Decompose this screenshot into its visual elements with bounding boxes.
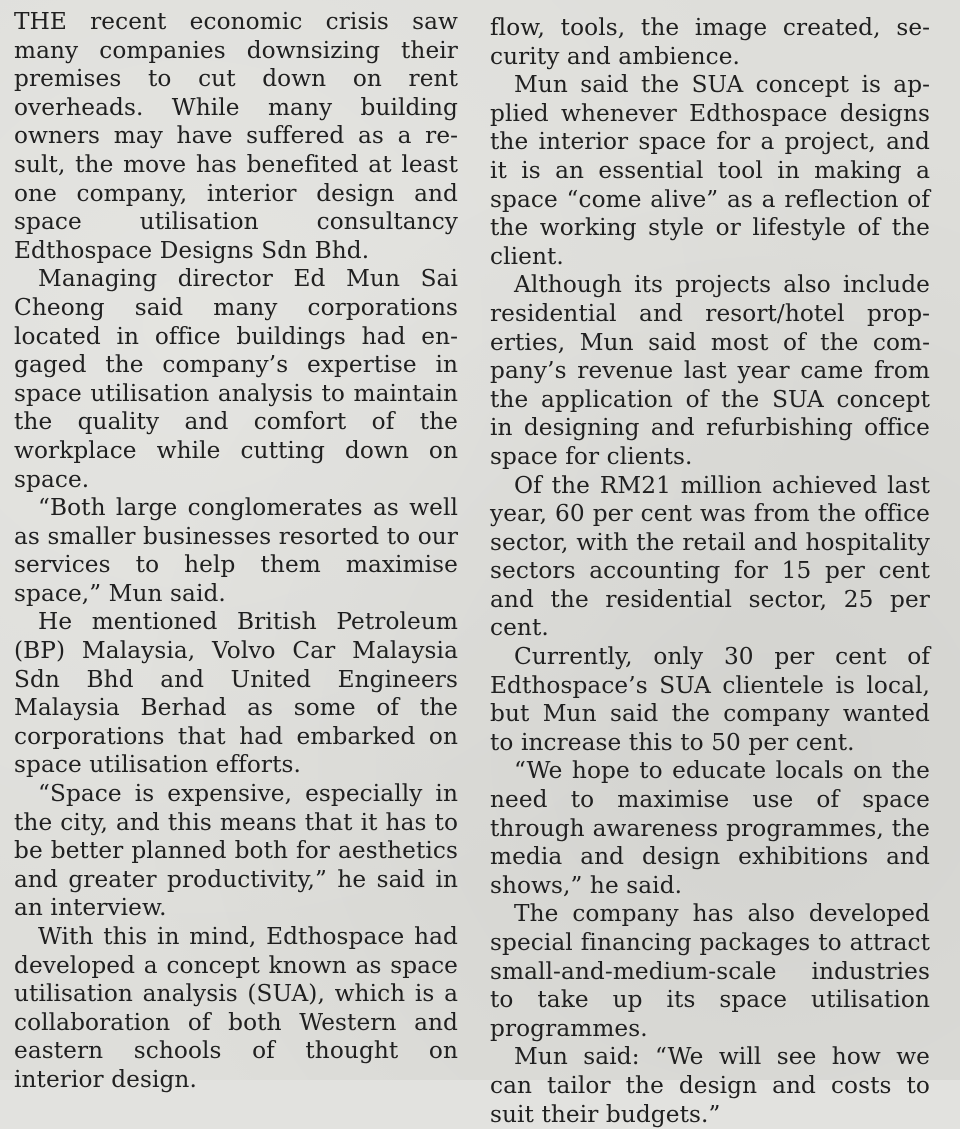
paragraph: Managing director Ed Mun Sai Cheong said many corporations located in office buildings had engaged the company’s expertise in space utilisation analysis to maintain the quality and comfort of the workplace while cutting down on space. — [14, 265, 458, 493]
paragraph: Of the RM21 million achieved last year, 60 per cent was from the office sector, with the retail and hospitality sectors accounting for 15 per cent and the residential sector, 25 per cent. — [490, 471, 930, 642]
paragraph: He mentioned British Petroleum (BP) Malaysia, Volvo Car Malaysia Sdn Bhd and United Engineers Malaysia Berhad as some of the corporations that had embarked on space utilisation efforts. — [14, 608, 458, 779]
paragraph: “Space is expensive, especially in the city, and this means that it has to be better planned both for aesthetics and greater productivity,” he said in an interview. — [14, 780, 458, 922]
paragraph: The company has also developed special financing packages to attract small-and-medium-scale industries to take up its space utilisation programmes. — [490, 900, 930, 1042]
paragraph: Currently, only 30 per cent of Edthospace’s SUA clientele is local, but Mun said the company wanted to increase this to 50 per cent. — [490, 643, 930, 756]
paragraph: “Both large conglomerates as well as smaller businesses resorted to our services to help them maximise space,” Mun said. — [14, 494, 458, 607]
paragraph: With this in mind, Edthospace had developed a concept known as space utilisation analysis (SUA), which is a collaboration of both Western and eastern schools of thought on interior design. — [14, 923, 458, 1093]
paragraph: Mun said: “We will see how we can tailor the design and costs to suit their budgets.” — [490, 1043, 930, 1128]
paragraph: THE recent economic crisis saw many companies downsizing their premises to cut down on rent overheads. While many building owners may have suffered as a result, the move has benefited at least one company, interior design and space utilisation consultancy Edthospace Designs Sdn Bhd. — [14, 8, 458, 264]
paragraph: flow, tools, the image created, security and ambience. — [490, 14, 930, 70]
paragraph: “We hope to educate locals on the need to maximise use of space through awareness programmes, the media and design exhibitions and shows,” he said. — [490, 757, 930, 899]
article-column-right — [490, 14, 930, 1129]
article-column-left — [14, 8, 458, 1095]
paragraph: Mun said the SUA concept is applied whenever Edthospace designs the interior space for a project, and it is an essential tool in making a space “come alive” as a reflection of the working style or lifestyle of the client. — [490, 71, 930, 270]
paragraph: Although its projects also include residential and resort/hotel properties, Mun said most of the company’s revenue last year came from the application of the SUA concept in designing and refurbishing office space for clients. — [490, 271, 930, 470]
